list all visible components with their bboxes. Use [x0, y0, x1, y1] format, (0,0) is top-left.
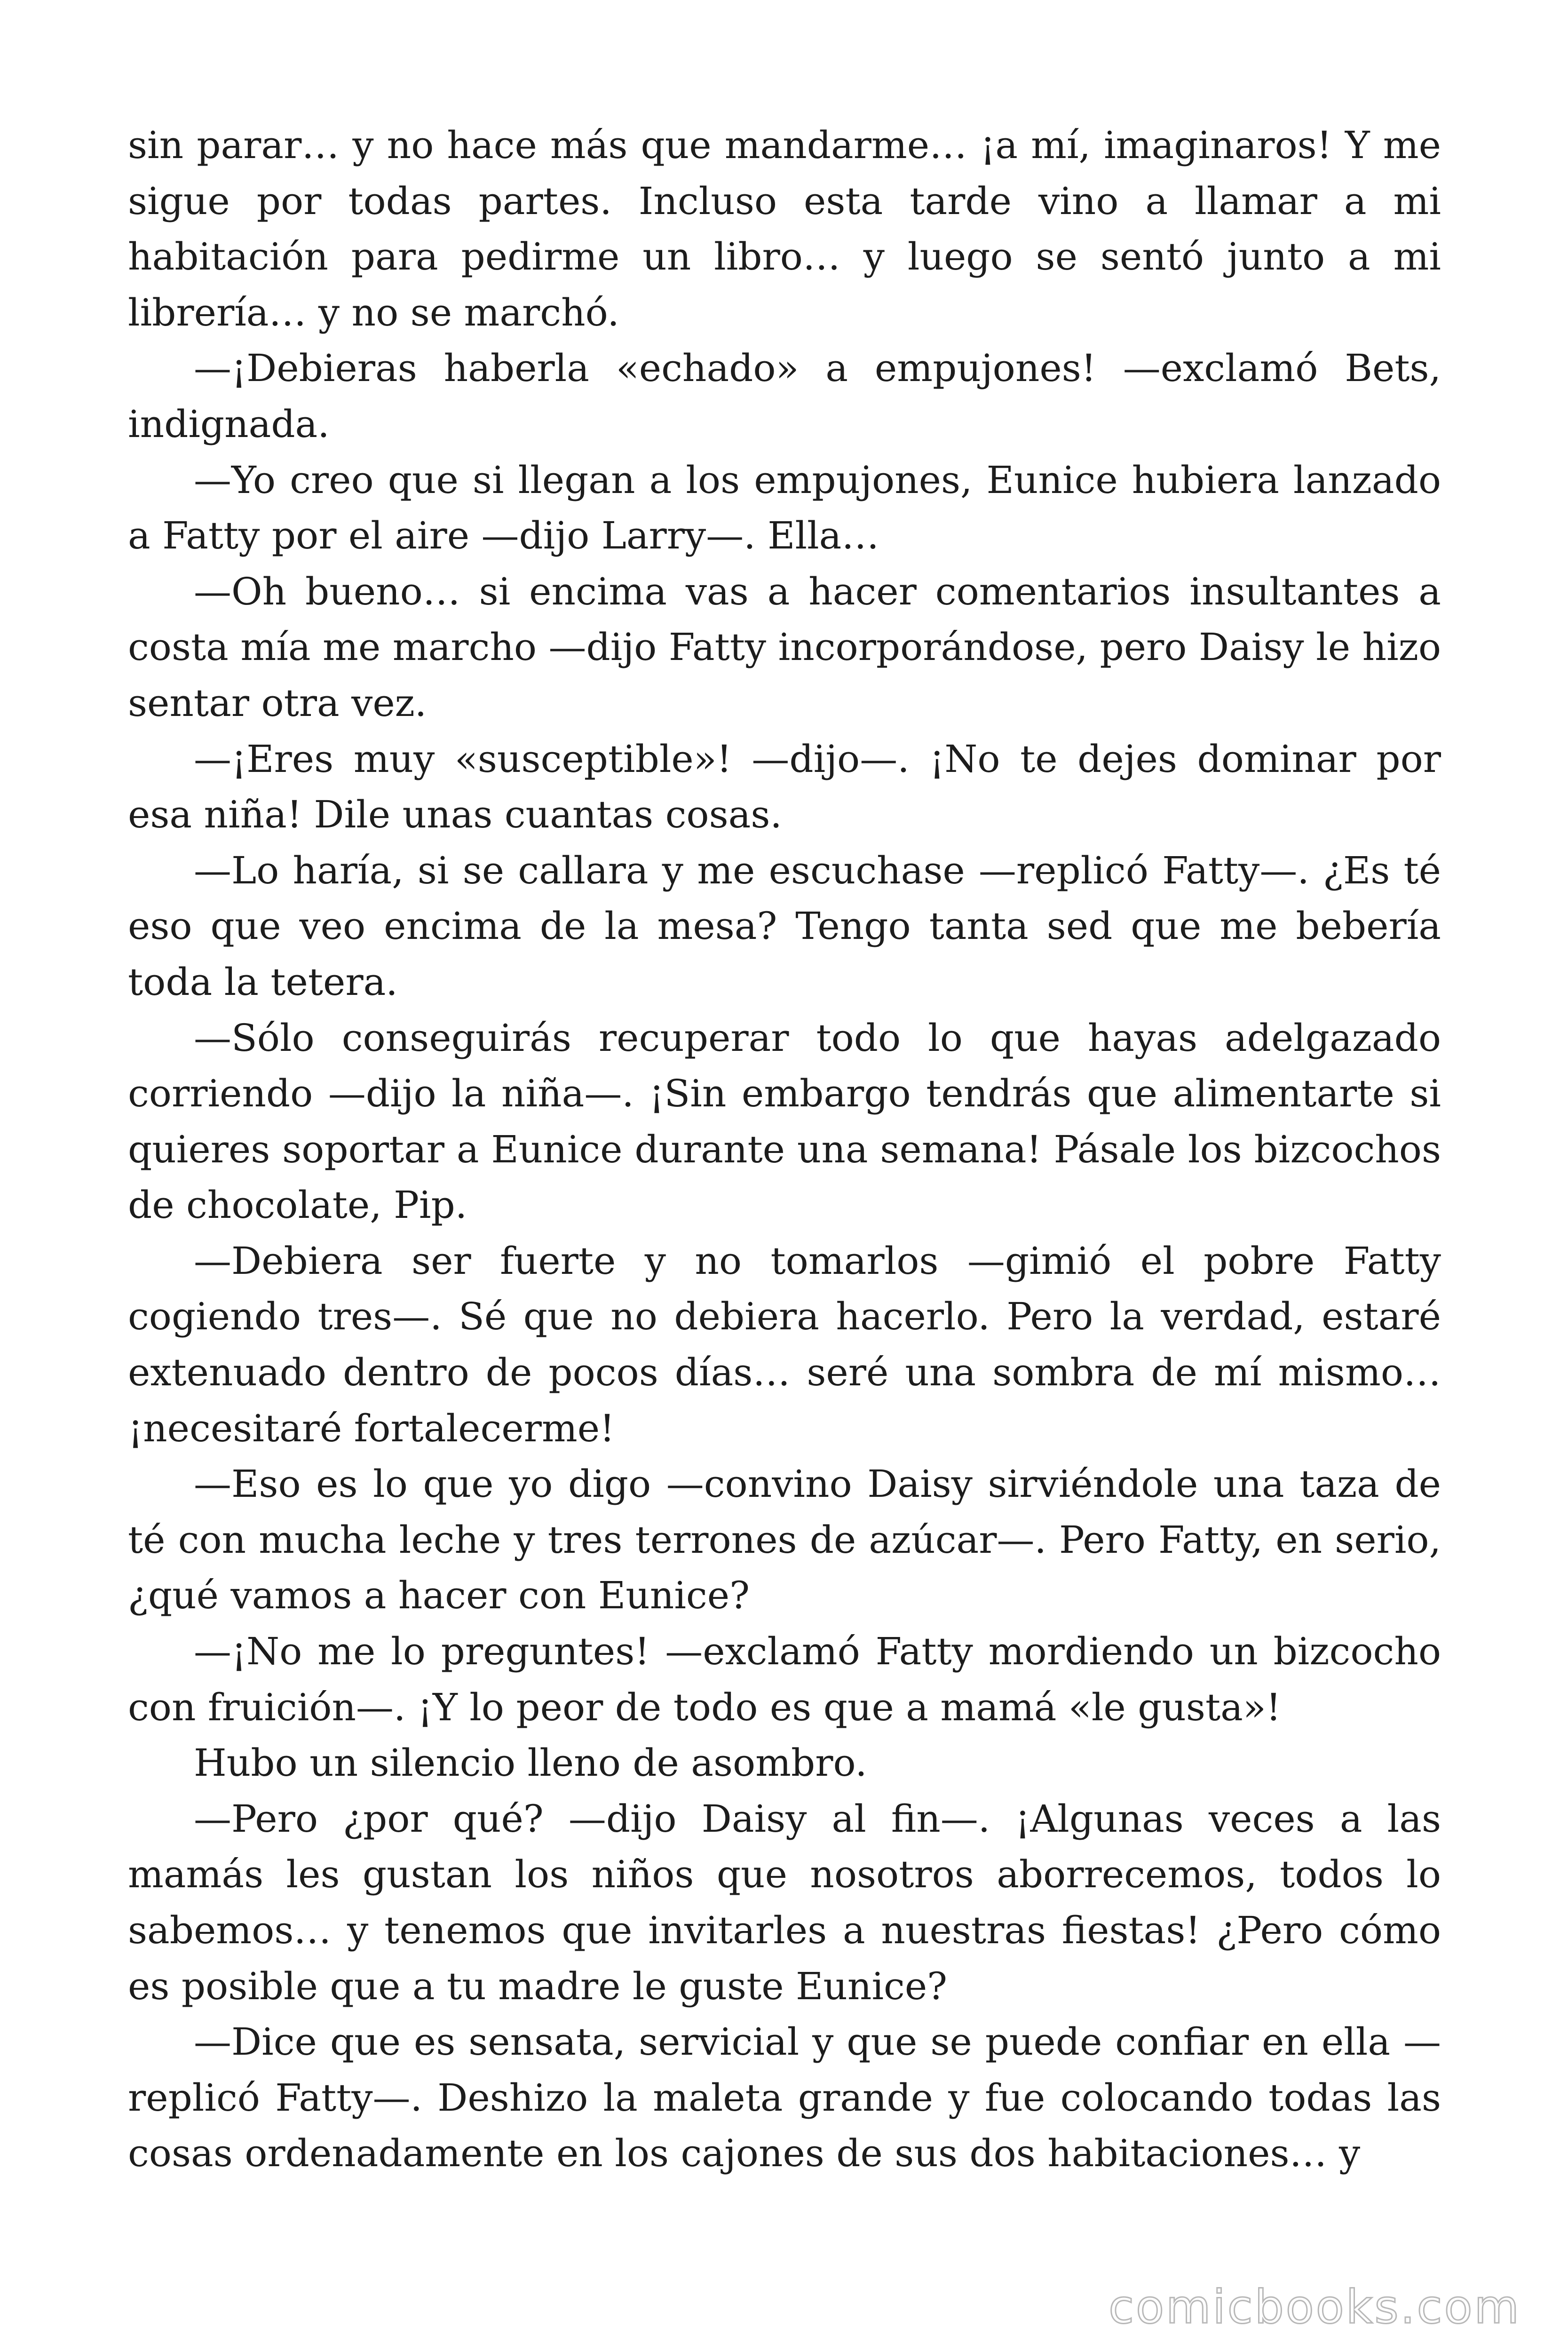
paragraph-13: —Dice que es sensata, servicial y que se puede confiar en ella — replicó Fatty—. Deshizo la maleta grande y fue colocando todas las cosas ordenadamente en los cajones de sus dos habitaciones… y — [128, 2020, 1441, 2176]
paragraph-2: —¡Debieras haberla «echado» a empujones! —exclamó Bets, indignada. — [128, 346, 1441, 446]
paragraph-1: sin parar… y no hace más que mandarme… ¡a mí, imaginaros! Y me sigue por todas partes. Incluso esta tarde vino a llamar a mi habitación para pedirme un libro… y luego se sentó junto a mi librería… y no se marchó. — [128, 123, 1441, 334]
paragraph-7: —Sólo conseguirás recuperar todo lo que hayas adelgazado corriendo —dijo la niña—. ¡Sin embargo tendrás que alimentarte si quieres soportar a Eunice durante una semana! Pásale los bizcochos de chocolate, Pip. — [128, 1016, 1441, 1227]
paragraph-11: Hubo un silencio lleno de asombro. — [194, 1741, 867, 1785]
paragraph-6: —Lo haría, si se callara y me escuchase —replicó Fatty—. ¿Es té eso que veo encima de la mesa? Tengo tanta sed que me bebería toda la tetera. — [128, 848, 1441, 1004]
paragraph-5: —¡Eres muy «susceptible»! —dijo—. ¡No te dejes dominar por esa niña! Dile unas cuantas cosas. — [128, 737, 1441, 837]
body-text — [128, 118, 1441, 2182]
paragraph-9: —Eso es lo que yo digo —convino Daisy sirviéndole una taza de té con mucha leche y tres terrones de azúcar—. Pero Fatty, en serio, ¿qué vamos a hacer con Eunice? — [128, 1462, 1441, 1618]
paragraph-3: —Yo creo que si llegan a los empujones, Eunice hubiera lanzado a Fatty por el aire —dijo Larry—. Ella… — [128, 458, 1441, 558]
paragraph-4: —Oh bueno… si encima vas a hacer comentarios insultantes a costa mía me marcho —dijo Fatty incorporándose, pero Daisy le hizo sentar otra vez. — [128, 569, 1441, 725]
paragraph-12: —Pero ¿por qué? —dijo Daisy al fin—. ¡Algunas veces a las mamás les gustan los niños que nosotros aborrecemos, todos lo sabemos… y tenemos que invitarles a nuestras fiestas! ¿Pero cómo es posible que a tu madre le guste Eunice? — [128, 1796, 1441, 2008]
watermark: comicbooks.com — [1109, 2280, 1521, 2334]
paragraph-10: —¡No me lo preguntes! —exclamó Fatty mordiendo un bizcocho con fruición—. ¡Y lo peor de todo es que a mamá «le gusta»! — [128, 1629, 1441, 1729]
paragraph-8: —Debiera ser fuerte y no tomarlos —gimió el pobre Fatty cogiendo tres—. Sé que no debiera hacerlo. Pero la verdad, estaré extenuado dentro de pocos días… seré una sombra de mí mismo… ¡necesitaré fortalecerme! — [128, 1239, 1441, 1450]
